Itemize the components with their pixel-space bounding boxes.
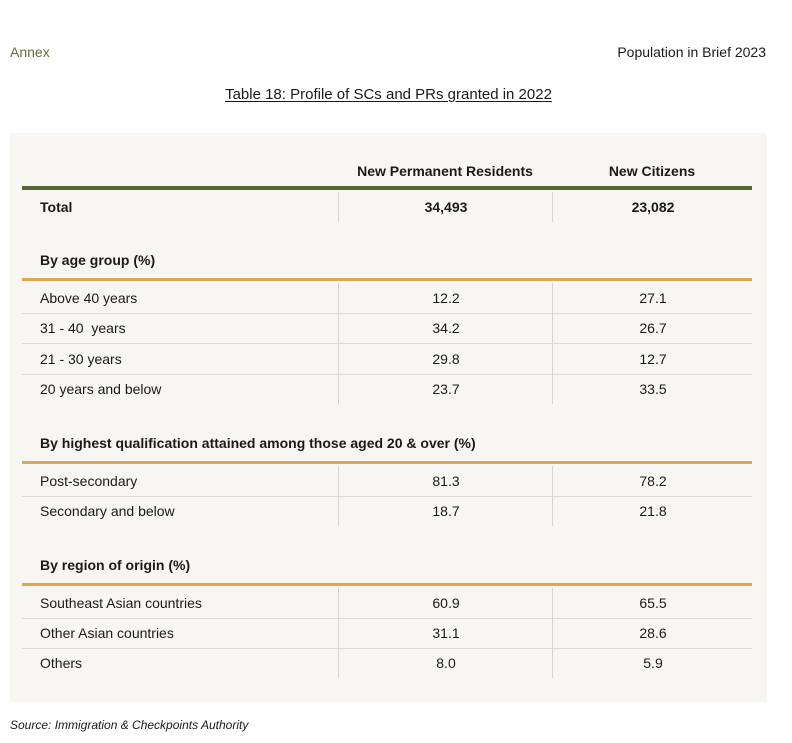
row-value-new-pr: 18.7 <box>338 496 553 526</box>
table-row <box>22 344 752 375</box>
table-row <box>22 283 752 314</box>
column-header-new-pr: New Permanent Residents <box>357 163 533 179</box>
section-rule-qualification <box>22 461 752 464</box>
row-value-new-citizens: 33.5 <box>552 374 753 404</box>
row-label: Above 40 years <box>40 290 138 306</box>
row-value-new-citizens: 26.7 <box>552 313 753 343</box>
row-value-new-pr: 12.2 <box>338 283 553 313</box>
table-row <box>22 374 752 404</box>
section-rule-age <box>22 278 752 281</box>
row-value-new-citizens: 27.1 <box>552 283 753 313</box>
section-heading-region: By region of origin (%) <box>40 557 191 573</box>
table-title: Table 18: Profile of SCs and PRs granted in 2022 <box>225 86 552 103</box>
table-row <box>22 466 752 497</box>
table-row <box>22 496 752 526</box>
table-row <box>22 618 752 649</box>
row-value-new-pr: 23.7 <box>338 374 553 404</box>
row-label: 31 - 40 years <box>40 320 126 336</box>
total-label: Total <box>40 199 73 215</box>
row-label: Other Asian countries <box>40 625 174 641</box>
row-value-new-pr: 29.8 <box>338 344 553 374</box>
total-row <box>22 192 752 222</box>
table-row <box>22 648 752 678</box>
row-label: 21 - 30 years <box>40 351 122 367</box>
publication-title: Population in Brief 2023 <box>617 44 766 60</box>
row-value-new-pr: 31.1 <box>338 618 553 648</box>
row-value-new-pr: 34.2 <box>338 313 553 343</box>
column-header-new-citizens: New Citizens <box>608 163 696 179</box>
total-new-pr: 34,493 <box>338 192 553 222</box>
row-value-new-pr: 81.3 <box>338 466 553 496</box>
header-rule <box>22 186 752 190</box>
section-heading-age: By age group (%) <box>40 252 156 268</box>
source-note: Source: Immigration & Checkpoints Authority <box>10 718 249 732</box>
row-label: Southeast Asian countries <box>40 595 202 611</box>
total-new-citizens: 23,082 <box>552 192 753 222</box>
row-value-new-citizens: 78.2 <box>552 466 753 496</box>
row-value-new-citizens: 5.9 <box>552 648 753 678</box>
row-value-new-citizens: 12.7 <box>552 344 753 374</box>
row-label: Post-secondary <box>40 473 138 489</box>
row-label: 20 years and below <box>40 381 162 397</box>
row-label: Others <box>40 655 83 671</box>
row-value-new-pr: 8.0 <box>338 648 553 678</box>
section-heading-qualification: By highest qualification attained among those aged 20 & over (%) <box>40 435 476 451</box>
row-value-new-pr: 60.9 <box>338 588 553 618</box>
annex-label: Annex <box>10 44 50 60</box>
section-rule-region <box>22 583 752 586</box>
row-value-new-citizens: 28.6 <box>552 618 753 648</box>
row-label: Secondary and below <box>40 503 175 519</box>
row-value-new-citizens: 21.8 <box>552 496 753 526</box>
table-row <box>22 313 752 344</box>
table-row <box>22 588 752 619</box>
row-value-new-citizens: 65.5 <box>552 588 753 618</box>
